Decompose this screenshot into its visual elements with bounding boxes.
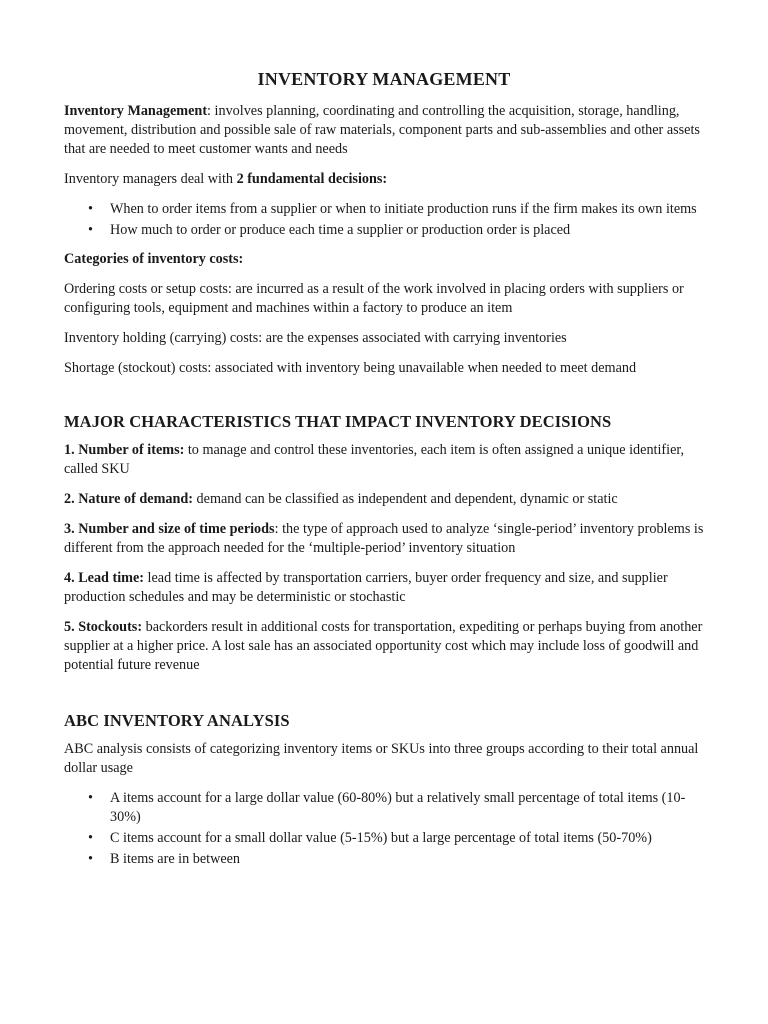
bullet-icon: • <box>88 790 93 806</box>
list-item <box>64 829 704 848</box>
list-item-text: A items account for a large dollar value (60-80%) but a relatively small percentage of total items (10-30%) <box>110 790 686 825</box>
decisions-emphasis: 2 fundamental decisions: <box>236 171 388 187</box>
characteristic-label: 4. Lead time: <box>64 570 144 586</box>
list-item-text: When to order items from a supplier or when to initiate production runs if the firm makes its own items <box>110 201 697 217</box>
intro-paragraph <box>64 102 704 159</box>
list-item <box>64 221 704 240</box>
intro-term: Inventory Management <box>64 103 208 119</box>
characteristic-item <box>64 520 704 558</box>
list-item <box>64 850 704 869</box>
section-spacer <box>64 389 704 411</box>
characteristic-item <box>64 618 704 675</box>
characteristic-text: : the type of approach used to analyze ‘single-period’ inventory problems is different from the approach needed for the ‘multiple-period’ inventory situation <box>64 521 704 556</box>
decisions-lead: Inventory managers deal with <box>64 171 237 187</box>
characteristic-label: 5. Stockouts: <box>64 619 143 635</box>
characteristic-label: 3. Number and size of time periods <box>64 521 275 537</box>
abc-list <box>64 789 704 869</box>
holding-costs-paragraph: Inventory holding (carrying) costs: are the expenses associated with carrying inventories <box>64 330 567 346</box>
list-item <box>64 789 704 827</box>
bullet-icon: • <box>88 222 93 238</box>
ordering-costs-paragraph: Ordering costs or setup costs: are incurred as a result of the work involved in placing orders with suppliers or configuring tools, equipment and machines within a factory to produce an item <box>64 281 684 316</box>
abc-heading: ABC INVENTORY ANALYSIS <box>64 711 290 730</box>
bullet-icon: • <box>88 851 93 867</box>
characteristic-text: lead time is affected by transportation carriers, buyer order frequency and size, and supplier production schedules and may be deterministic or stochastic <box>64 570 668 605</box>
characteristic-text: demand can be classified as independent and dependent, dynamic or static <box>193 491 618 507</box>
bullet-icon: • <box>88 201 93 217</box>
characteristic-item <box>64 569 704 607</box>
decisions-list <box>64 200 704 240</box>
characteristic-label: 2. Nature of demand: <box>64 491 193 507</box>
list-item-text: B items are in between <box>110 851 241 867</box>
characteristic-text: backorders result in additional costs for transportation, expediting or perhaps buying from another supplier at a higher price. A lost sale has an associated opportunity cost which may include loss of goodwill and potential future revenue <box>64 619 703 673</box>
list-item-text: C items account for a small dollar value (5-15%) but a large percentage of total items (50-70%) <box>110 830 652 846</box>
characteristic-item <box>64 441 704 479</box>
abc-intro-paragraph: ABC analysis consists of categorizing inventory items or SKUs into three groups according to their total annual dollar usage <box>64 741 699 776</box>
costs-heading <box>64 250 704 269</box>
bullet-icon: • <box>88 830 93 846</box>
list-item-text: How much to order or produce each time a supplier or production order is placed <box>110 222 571 238</box>
characteristics-heading: MAJOR CHARACTERISTICS THAT IMPACT INVENTORY DECISIONS <box>64 412 612 431</box>
costs-heading-text: Categories of inventory costs: <box>64 251 244 267</box>
decisions-lead-paragraph <box>64 170 704 189</box>
characteristic-item <box>64 490 704 509</box>
list-item <box>64 200 704 219</box>
shortage-costs-paragraph: Shortage (stockout) costs: associated with inventory being unavailable when needed to meet demand <box>64 360 637 376</box>
characteristic-label: 1. Number of items: <box>64 442 185 458</box>
page-title: INVENTORY MANAGEMENT <box>257 69 511 89</box>
characteristic-text: to manage and control these inventories, each item is often assigned a unique identifier, called SKU <box>64 442 685 477</box>
intro-definition: : involves planning, coordinating and controlling the acquisition, storage, handling, movement, distribution and possible sale of raw materials, component parts and sub-assemblies and other assets that are needed to meet customer wants and needs <box>64 103 700 157</box>
section-spacer <box>64 686 704 710</box>
